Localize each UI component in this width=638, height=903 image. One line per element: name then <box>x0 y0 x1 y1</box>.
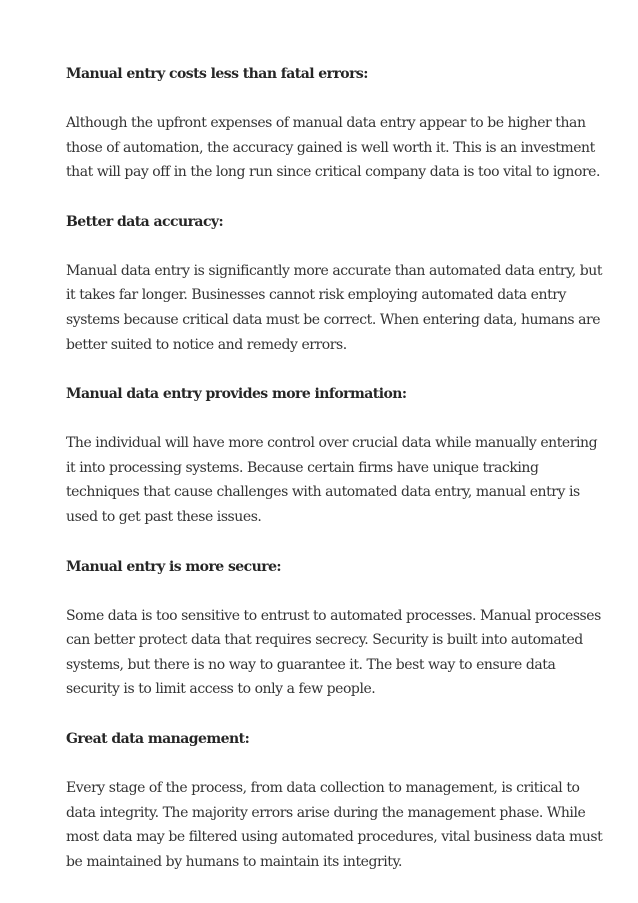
paragraph-line: systems because critical data must be correct. When entering data, humans are <box>66 311 601 328</box>
paragraph-line: systems, but there is no way to guarantee it. The best way to ensure data <box>66 656 556 673</box>
paragraph-line: data integrity. The majority errors arise during the management phase. While <box>66 804 586 821</box>
paragraph-line: techniques that cause challenges with automated data entry, manual entry is <box>66 484 580 501</box>
section-more-secure <box>66 555 601 702</box>
paragraph-line: Although the upfront expenses of manual data entry appear to be higher than <box>66 115 586 131</box>
paragraph-line: those of automation, the accuracy gained is well worth it. This is an investment <box>66 139 595 156</box>
section-paragraph <box>66 604 601 702</box>
paragraph-line: most data may be filtered using automated procedures, vital business data must <box>66 829 603 846</box>
paragraph-line: Every stage of the process, from data collection to management, is critical to <box>66 779 580 796</box>
paragraph-line: it into processing systems. Because certain firms have unique tracking <box>66 459 539 476</box>
section-manual-entry-costs <box>66 62 601 185</box>
paragraph-line: it takes far longer. Businesses cannot risk employing automated data entry <box>66 287 566 304</box>
section-paragraph <box>66 431 598 529</box>
section-heading: Great data management: <box>66 730 250 747</box>
paragraph-line: Manual data entry is significantly more accurate than automated data entry, but <box>66 262 603 279</box>
paragraph-line: better suited to notice and remedy errors. <box>66 336 347 353</box>
paragraph-line: The individual will have more control over crucial data while manually entering <box>66 435 598 452</box>
section-heading: Better data accuracy: <box>66 213 224 230</box>
section-heading: Manual data entry provides more information: <box>66 386 407 403</box>
section-heading: Manual entry is more secure: <box>66 558 282 575</box>
section-paragraph <box>66 776 603 874</box>
section-data-management <box>66 727 603 874</box>
section-paragraph <box>66 259 603 357</box>
paragraph-line: security is to limit access to only a few people. <box>66 681 376 698</box>
section-more-information <box>66 382 598 529</box>
paragraph-line: that will pay off in the long run since critical company data is too vital to ignore. <box>66 164 601 181</box>
section-paragraph <box>66 111 601 185</box>
top-margin <box>66 0 586 62</box>
section-better-accuracy <box>66 210 603 357</box>
paragraph-line: Some data is too sensitive to entrust to automated processes. Manual processes <box>66 607 601 624</box>
paragraph-line: used to get past these issues. <box>66 508 262 525</box>
paragraph-line: can better protect data that requires secrecy. Security is built into automated <box>66 632 583 649</box>
paragraph-line: be maintained by humans to maintain its integrity. <box>66 853 403 870</box>
section-heading: Manual entry costs less than fatal errors: <box>66 66 368 82</box>
